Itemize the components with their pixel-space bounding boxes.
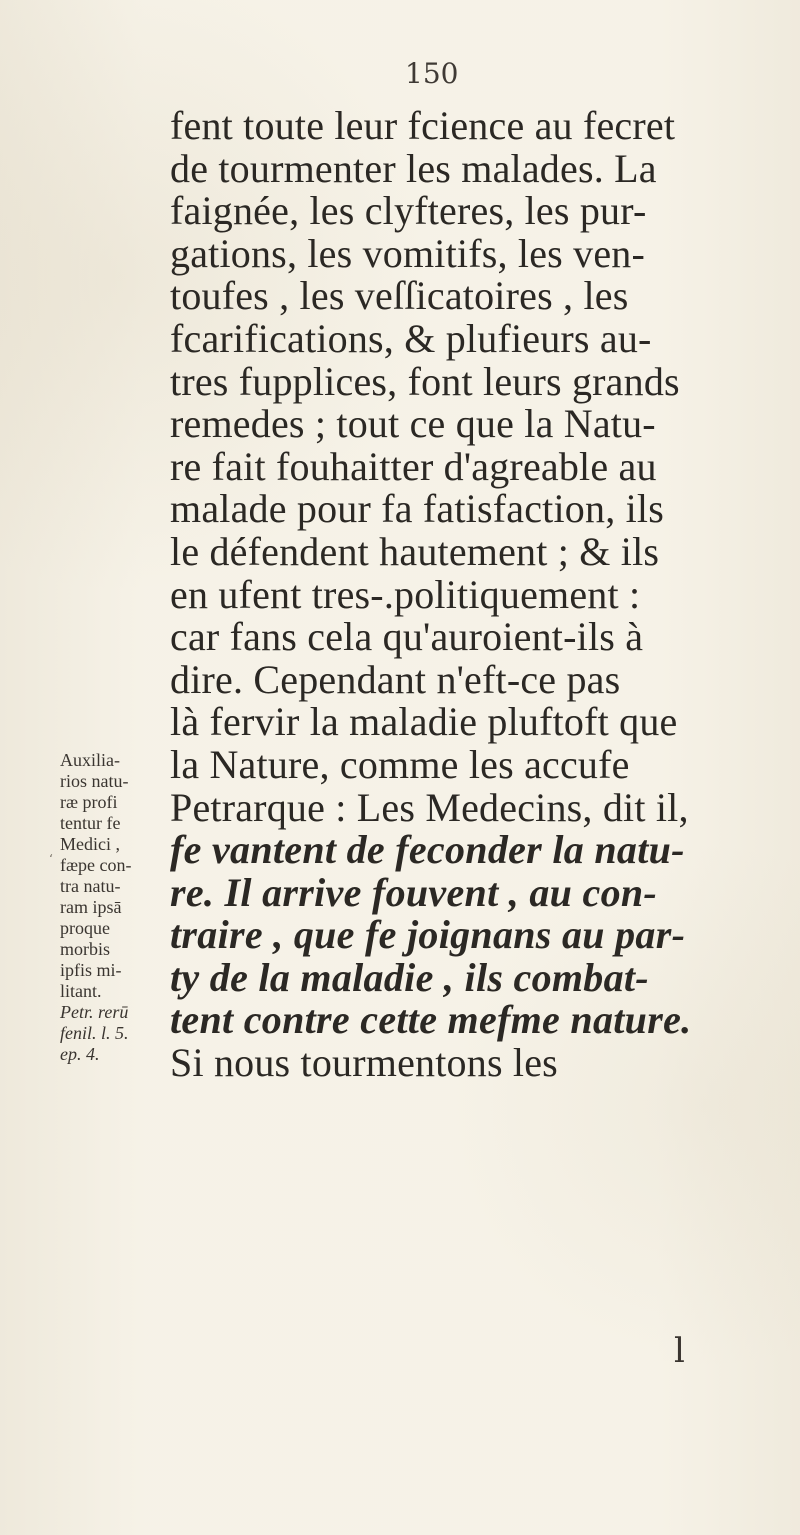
margin-note-line-9: proque (60, 918, 110, 938)
margin-note-line-4: tentur fe (60, 813, 121, 833)
margin-note-line-10: morbis (60, 939, 111, 959)
margin-note (60, 750, 158, 1065)
text-line-7: tres fupplices, font leurs grands (170, 358, 680, 404)
margin-note-line-15: ep. 4. (60, 1044, 100, 1064)
text-line-15: là fervir la maladie pluftoft que (170, 699, 678, 745)
text-line-13: car fans cela qu'auroient-ils à (170, 614, 644, 660)
margin-note-line-6: fæpe con- (60, 855, 132, 875)
main-text-block (170, 105, 790, 1085)
margin-note-line-8: ram ipsā (60, 897, 122, 917)
text-line-18: fe vantent de feconder la natu- (170, 827, 685, 873)
text-line-9: re fait fouhaitter d'agreable au (170, 443, 657, 489)
margin-note-line-1: Auxilia- (60, 750, 120, 770)
text-line-22: tent contre cette mefme nature. (170, 997, 692, 1043)
text-line-6: fcarifications, & plufieurs au- (170, 315, 652, 361)
text-line-21: ty de la maladie , ils combat- (170, 954, 649, 1000)
text-line-11: le défendent hautement ; & ils (170, 528, 660, 574)
text-line-17: Petrarque : Les Medecins, dit il, (170, 784, 689, 830)
text-line-10: malade pour fa fatisfaction, ils (170, 486, 664, 532)
margin-note-line-7: tra natu- (60, 876, 121, 896)
text-line-20: traire , que fe joignans au par- (170, 912, 686, 958)
margin-note-line-3: ræ profi (60, 792, 118, 812)
margin-note-line-14: fenil. l. 5. (60, 1023, 129, 1043)
text-line-3: faignée, les clyfteres, les pur- (170, 188, 647, 234)
margin-note-line-11: ipfis mi- (60, 960, 122, 980)
text-line-12: en ufent tres-.politiquement : (170, 571, 641, 617)
text-line-5: toufes , les veſſicatoires , les (170, 273, 629, 319)
bottom-mark: l (674, 1331, 685, 1371)
margin-mark: ‘ (49, 852, 53, 866)
margin-note-line-12: litant. (60, 981, 102, 1001)
text-line-8: remedes ; tout ce que la Natu- (170, 401, 656, 447)
text-line-23: Si nous tourmentons les (170, 1040, 558, 1086)
text-line-16: la Nature, comme les accufe (170, 741, 630, 787)
text-line-2: de tourmenter les malades. La (170, 145, 657, 191)
margin-note-line-5: Medici , (60, 834, 120, 854)
margin-note-line-2: rios natu- (60, 771, 129, 791)
text-line-1: fent toute leur fcience au fecret (170, 103, 676, 148)
margin-note-line-13: Petr. rerū (60, 1002, 129, 1022)
text-line-4: gations, les vomitifs, les ven- (170, 230, 646, 276)
text-line-19: re. Il arrive fouvent , au con- (170, 869, 658, 915)
page-number: 150 (405, 57, 459, 90)
text-line-14: dire. Cependant n'eft-ce pas (170, 656, 621, 702)
